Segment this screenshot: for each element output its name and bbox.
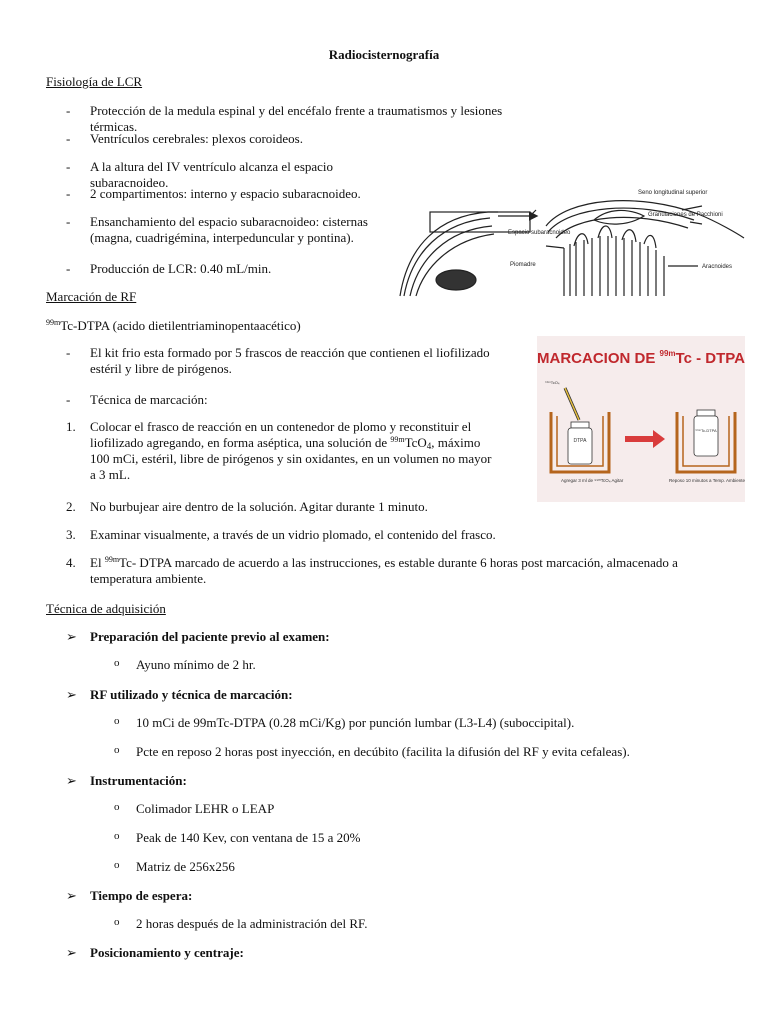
marcacion-figure [537,336,745,502]
dash-marker: - [66,159,71,174]
dash-marker: - [66,186,71,201]
list-item-text: A la altura del IV ventrículo alcanza el espacio subaracnoideo. [90,159,334,190]
group-label: Instrumentación: [90,773,187,788]
figure-title: MARCACION DE $^{99m}$Tc - DTPA [537,349,745,367]
dash-marker: - [66,131,71,146]
dash-marker: - [66,345,71,360]
label-granulaciones: Granulaciones de Pacchioni [648,212,723,218]
section-heading-adquisicion: Técnica de adquisición [46,601,166,616]
section-heading-marcacion: Marcación de RF [46,289,137,304]
list-item-text: Protección de la medula espinal y del encéfalo frente a traumatismos y lesiones térmicas. [90,103,503,134]
item-line: a 3 mL. [90,467,131,482]
list-item-text: El kit frio esta formado por 5 frascos de reacción que contienen el liofilizado estéril y libre de pirógenos. [90,345,490,376]
syringe-label: ⁹⁹ᵐTcO₄ [545,380,560,385]
vial-label-dtpa: DTPA [573,438,587,444]
circle-bullet: o [114,830,120,842]
item-line: El $^{99m}$Tc- DTPA marcado de acuerdo a las instrucciones, es estable durante 6 horas post marcación, almacenado a [90,555,678,570]
dash-marker: - [66,214,71,229]
dash-marker: - [66,392,71,407]
tc-dtpa-line [46,318,301,334]
item-line: Colocar el frasco de reacción en un contenedor de plomo y reconstituir el [90,419,472,434]
group-label: Tiempo de espera: [90,888,193,903]
caption-right: Reposo 10 minutos a Temp. Ambiente [669,478,745,483]
circle-bullet: o [114,916,120,928]
page-title: Radiocisternografía [328,47,440,62]
caption-left: Agregar 3 ml de ⁹⁹ᵐTcO₄ Agitar [561,478,624,483]
label-aracnoides: Aracnoides [702,264,733,270]
item-number: 4. [66,555,76,570]
sub-item-text: Pcte en reposo 2 horas post inyección, en decúbito (facilita la difusión del RF y evita cefaleas). [136,744,630,759]
item-line: temperatura ambiente. [90,571,207,586]
sub-item-text: Colimador LEHR o LEAP [136,801,275,816]
isotope-superscript: 99m [46,318,61,327]
vial-label-tc-dtpa: ⁹⁹ᵐTc-DTPA [695,428,717,433]
sub-item-text: 2 horas después de la administración del RF. [136,916,368,931]
circle-bullet: o [114,744,120,756]
sub-item-text: Matriz de 256x256 [136,859,235,874]
label-espacio: Espacio subaracnoideo [508,230,571,236]
list-item-text: 2 compartimentos: interno y espacio subaracnoideo. [90,186,361,201]
section-heading-fisiologia: Fisiología de LCR [46,74,143,89]
label-seno: Seno longitudinal superior [638,190,708,196]
circle-bullet: o [114,657,120,669]
item-text: Examinar visualmente, a través de un vidrio plomado, el contenido del frasco. [90,527,496,542]
sub-item-text: Ayuno mínimo de 2 hr. [136,657,256,672]
group-label: Preparación del paciente previo al examen: [90,629,330,644]
list-item-text: Producción de LCR: 0.40 mL/min. [90,261,272,276]
item-number: 1. [66,419,76,434]
meninges-diagram [398,186,746,298]
circle-bullet: o [114,859,120,871]
item-line: 100 mCi, estéril, libre de pirógenos y sin oxidantes, en un volumen no mayor [90,451,492,466]
sub-item-text: Peak de 140 Kev, con ventana de 15 a 20% [136,830,361,845]
list-item-text: Técnica de marcación: [90,392,208,407]
circle-bullet: o [114,801,120,813]
dash-marker: - [66,103,71,118]
list-item-text: Ventrículos cerebrales: plexos coroideos. [90,131,303,146]
item-line: liofilizado agregando, en forma aséptica, una solución de $^{99m}$TcO$_4$, máximo [90,435,481,451]
arrow-bullet-icon: ➢ [66,773,77,788]
sub-item-text: 10 mCi de 99mTc-DTPA (0.28 mCi/Kg) por punción lumbar (L3-L4) (suboccipital). [136,715,575,730]
dash-marker: - [66,261,71,276]
arrow-bullet-icon: ➢ [66,687,77,702]
list-item-text: Ensanchamiento del espacio subaracnoideo: cisternas (magna, cuadrigémina, interpeduncular y pontina). [90,214,368,245]
group-label: Posicionamiento y centraje: [90,945,244,960]
item-number: 3. [66,527,76,542]
tc-dtpa-text: Tc-DTPA (acido dietilentriaminopentaacético) [60,318,301,333]
circle-bullet: o [114,715,120,727]
group-label: RF utilizado y técnica de marcación: [90,687,293,702]
arrow-bullet-icon: ➢ [66,945,77,960]
item-text: No burbujear aire dentro de la solución. Agitar durante 1 minuto. [90,499,428,514]
item-number: 2. [66,499,76,514]
arrow-bullet-icon: ➢ [66,888,77,903]
label-piomadre: Piomadre [510,262,536,268]
arrow-bullet-icon: ➢ [66,629,77,644]
